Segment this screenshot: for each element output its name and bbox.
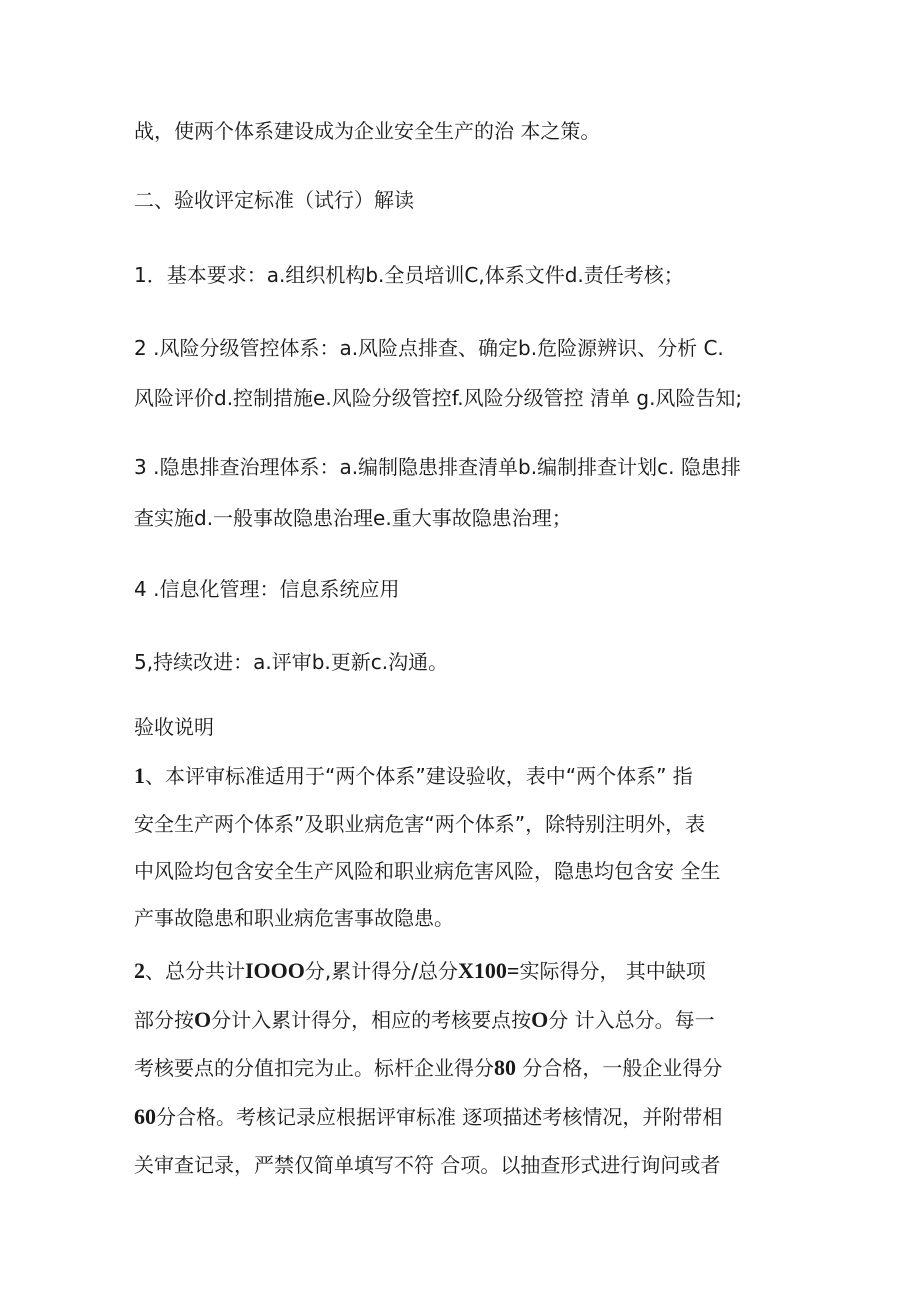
note-2-number: 2	[134, 958, 145, 983]
note-2-text-l4b: 分合格。考核记录应根据评审标准 逐项描述考核情况，并附带相	[156, 1105, 723, 1129]
item-5: 5,持续改进：a.评审b.更新c.沟通。	[134, 650, 449, 674]
note-2-line-3	[134, 1055, 722, 1081]
total-score: IOOO	[245, 958, 305, 983]
note-1-line-4: 产事故隐患和职业病危害事故隐患。	[134, 906, 454, 930]
note-1-number: 1	[134, 763, 145, 788]
item-1: 1．基本要求：a.组织机构b.全员培训C,体系文件d.责任考核；	[134, 263, 684, 287]
note-2-text-l3c: 分合格，一般企业得分	[516, 1056, 723, 1080]
note-2-text-l3a: 考核要点的分值扣完为止。标杆企业得分	[134, 1056, 494, 1080]
note-2-line-2	[134, 1007, 715, 1033]
section-heading: 二、验收评定标准（试行）解读	[134, 188, 414, 212]
note-2-text-e: 实际得分， 其中缺项	[519, 959, 706, 983]
zero-score-2: O	[531, 1007, 549, 1032]
intro-line: 战，使两个体系建设成为企业安全生产的治 本之策。	[134, 119, 601, 143]
note-1-line-2: 安全生产两个体系”及职业病危害“两个体系”，除特别注明外，表	[134, 812, 706, 836]
note-2-text-l2c: 分计入累计得分，相应的考核要点按	[211, 1008, 532, 1032]
item-3-line-2: 查实施d.一般事故隐患治理e.重大事故隐患治理；	[134, 506, 572, 530]
multiplier: X100=	[458, 958, 520, 983]
note-2-text-l2e: 分 计入总分。每一	[548, 1008, 715, 1032]
item-2-line-1: 2 .风险分级管控体系：a.风险点排查、确定b.危险源辨识、分析 C.	[134, 336, 724, 360]
note-2-text-c: 分,累计得分/总分	[304, 959, 459, 983]
note-2-line-5: 关审查记录，严禁仅简单填写不符 合项。以抽查形式进行询问或者	[134, 1153, 721, 1177]
general-score: 60	[134, 1104, 156, 1129]
note-2-line-4	[134, 1104, 722, 1130]
item-3-line-1: 3 .隐患排查治理体系：a.编制隐患排查清单b.编制排查计划c. 隐患排	[134, 455, 741, 479]
notes-title: 验收说明	[134, 715, 214, 739]
note-1-text: 、本评审标准适用于“两个体系”建设验收，表中“两个体系” 指	[145, 764, 693, 788]
note-2-line-1	[134, 958, 706, 984]
note-1-line-3: 中风险均包含安全生产风险和职业病危害风险，隐患均包含安 全生	[134, 859, 721, 883]
zero-score-1: O	[194, 1007, 212, 1032]
benchmark-score: 80	[494, 1055, 516, 1080]
note-2-text-l2a: 部分按	[134, 1008, 194, 1032]
item-4: 4 .信息化管理：信息系统应用	[134, 577, 400, 601]
note-2-text-a: 、总分共计	[145, 959, 245, 983]
note-1-line-1	[134, 763, 693, 789]
item-2-line-2: 风险评价d.控制措施e.风险分级管控f.风险分级管控 清单 g.风险告知;	[134, 386, 743, 410]
